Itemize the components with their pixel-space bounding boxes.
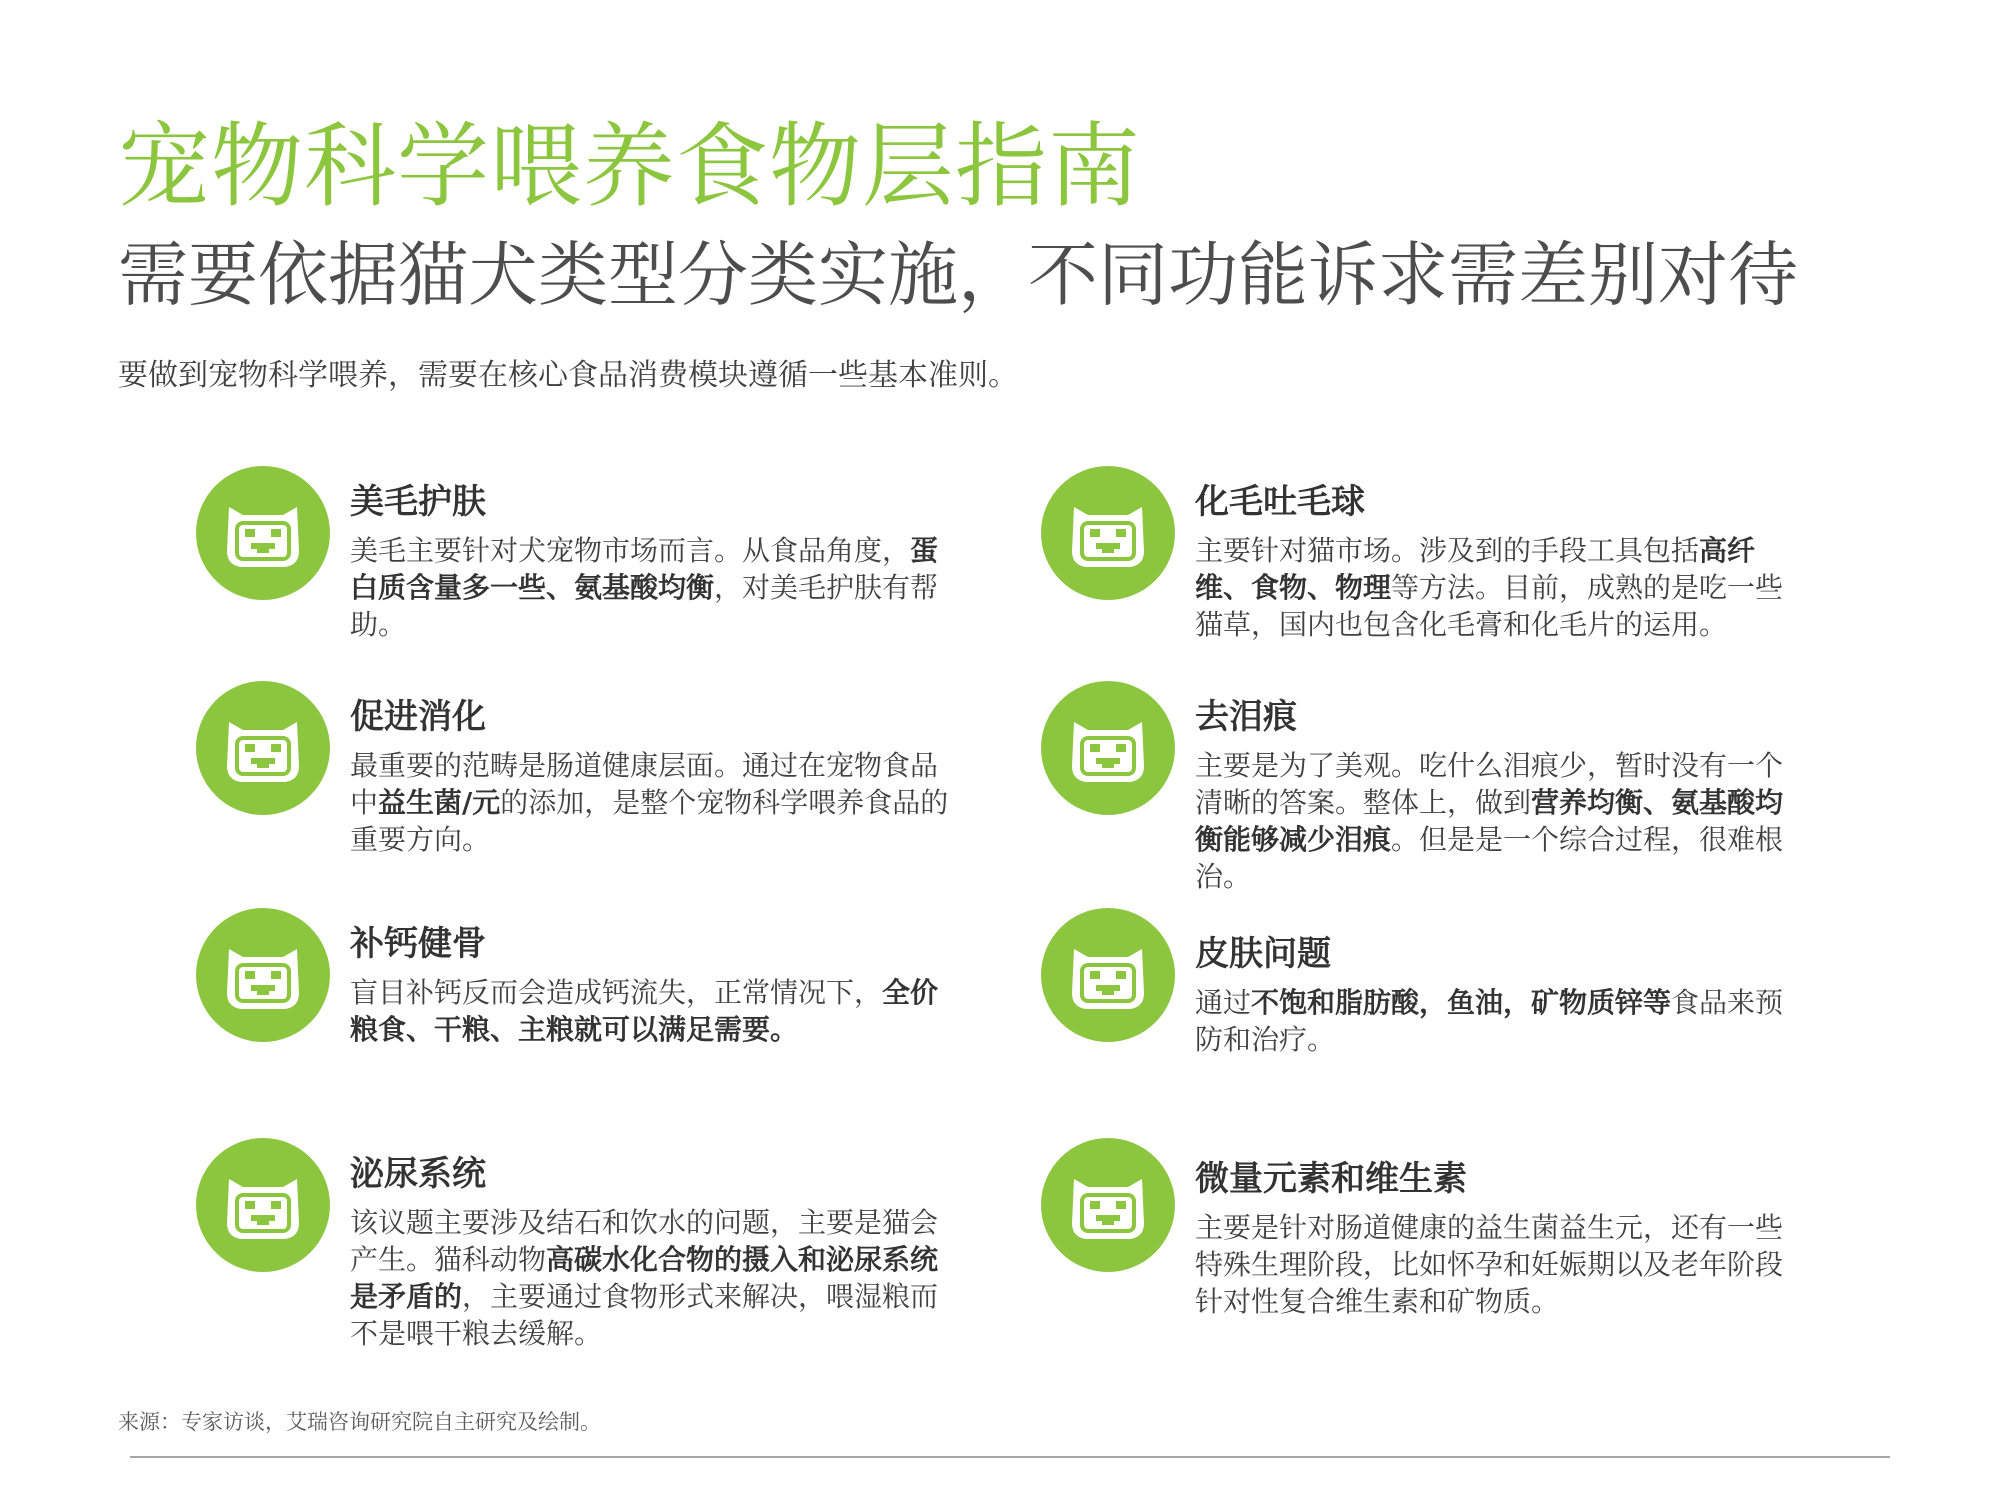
source-note: 来源：专家访谈，艾瑞咨询研究院自主研究及绘制。 (118, 1410, 601, 1434)
item-description-text: 主要是为了美观。吃什么泪痕少，暂时没有一个清晰的答案。整体上，做到 (1195, 749, 1784, 819)
item-description-text: 该议题主要涉及结石和饮水的问题，主要是猫会产生。猫科动物 (350, 1206, 939, 1276)
item-description-text: 通过 (1195, 986, 1252, 1019)
item-title: 美毛护肤 (350, 482, 486, 522)
item-description-text: 主要针对猫市场。涉及到的手段工具包括 (1195, 534, 1700, 567)
cat-face-icon (1040, 1137, 1176, 1273)
cat-face-icon (195, 680, 331, 816)
cat-face-icon (195, 1137, 331, 1273)
item-description (350, 532, 960, 643)
item-title: 泌尿系统 (350, 1154, 486, 1194)
item-description (350, 974, 960, 1048)
item-title: 补钙健骨 (350, 924, 486, 964)
item-description-text: 的添加，是整个宠物科学喂养食品的重要方向。 (350, 786, 949, 856)
cat-face-icon (1040, 465, 1176, 601)
item-title: 化毛吐毛球 (1195, 482, 1365, 522)
item-description-emphasis: 蛋白质含量多一些、氨基酸均衡 (350, 534, 939, 604)
cat-face-icon (195, 907, 331, 1043)
item-description-text: 美毛主要针对犬宠物市场而言。从食品角度， (350, 534, 911, 567)
item-description (1195, 984, 1805, 1058)
page-title: 宠物科学喂养食物层指南 (118, 113, 1142, 220)
item-description-emphasis: 营养均衡、氨基酸均衡能够减少泪痕 (1195, 786, 1784, 856)
item-description-emphasis: 高碳水化合物的摄入和泌尿系统是矛盾的 (350, 1243, 939, 1313)
item-description-text: 最重要的范畴是肠道健康层面。通过在宠物食品中 (350, 749, 939, 819)
intro-text: 要做到宠物科学喂养，需要在核心食品消费模块遵循一些基本准则。 (118, 358, 1018, 393)
page-subtitle: 需要依据猫犬类型分类实施，不同功能诉求需差别对待 (118, 234, 1798, 316)
item-title: 促进消化 (350, 697, 486, 737)
item-title: 去泪痕 (1195, 697, 1297, 737)
item-description-text: 等方法。目前，成熟的是吃一些猫草，国内也包含化毛膏和化毛片的运用。 (1195, 571, 1784, 641)
item-description (350, 1204, 960, 1352)
cat-face-icon (1040, 907, 1176, 1043)
cat-face-icon (195, 465, 331, 601)
item-description-emphasis: 高纤维、食物、物理 (1195, 534, 1756, 604)
item-description (1195, 1209, 1805, 1320)
item-title: 微量元素和维生素 (1195, 1159, 1467, 1199)
item-description-text: ，对美毛护肤有帮助。 (350, 571, 939, 641)
item-description-text: 主要是针对肠道健康的益生菌益生元，还有一些特殊生理阶段，比如怀孕和妊娠期以及老年阶段针对性复合维生素和矿物质。 (1195, 1211, 1784, 1318)
item-description (1195, 532, 1805, 643)
item-description (1195, 747, 1805, 895)
item-description-emphasis: 益生菌/元 (378, 786, 501, 819)
footer-divider (130, 1456, 1890, 1458)
item-description-text: 。但是是一个综合过程，很难根治。 (1195, 823, 1784, 893)
cat-face-icon (1040, 680, 1176, 816)
item-description (350, 747, 960, 858)
item-title: 皮肤问题 (1195, 934, 1331, 974)
item-description-emphasis: 全价粮食、干粮、主粮就可以满足需要。 (350, 976, 939, 1046)
item-description-emphasis: 不饱和脂肪酸，鱼油，矿物质锌等 (1251, 986, 1672, 1019)
item-description-text: 盲目补钙反而会造成钙流失，正常情况下， (350, 976, 883, 1009)
item-description-text: ，主要通过食物形式来解决，喂湿粮而不是喂干粮去缓解。 (350, 1280, 939, 1350)
item-description-text: 食品来预防和治疗。 (1195, 986, 1784, 1056)
